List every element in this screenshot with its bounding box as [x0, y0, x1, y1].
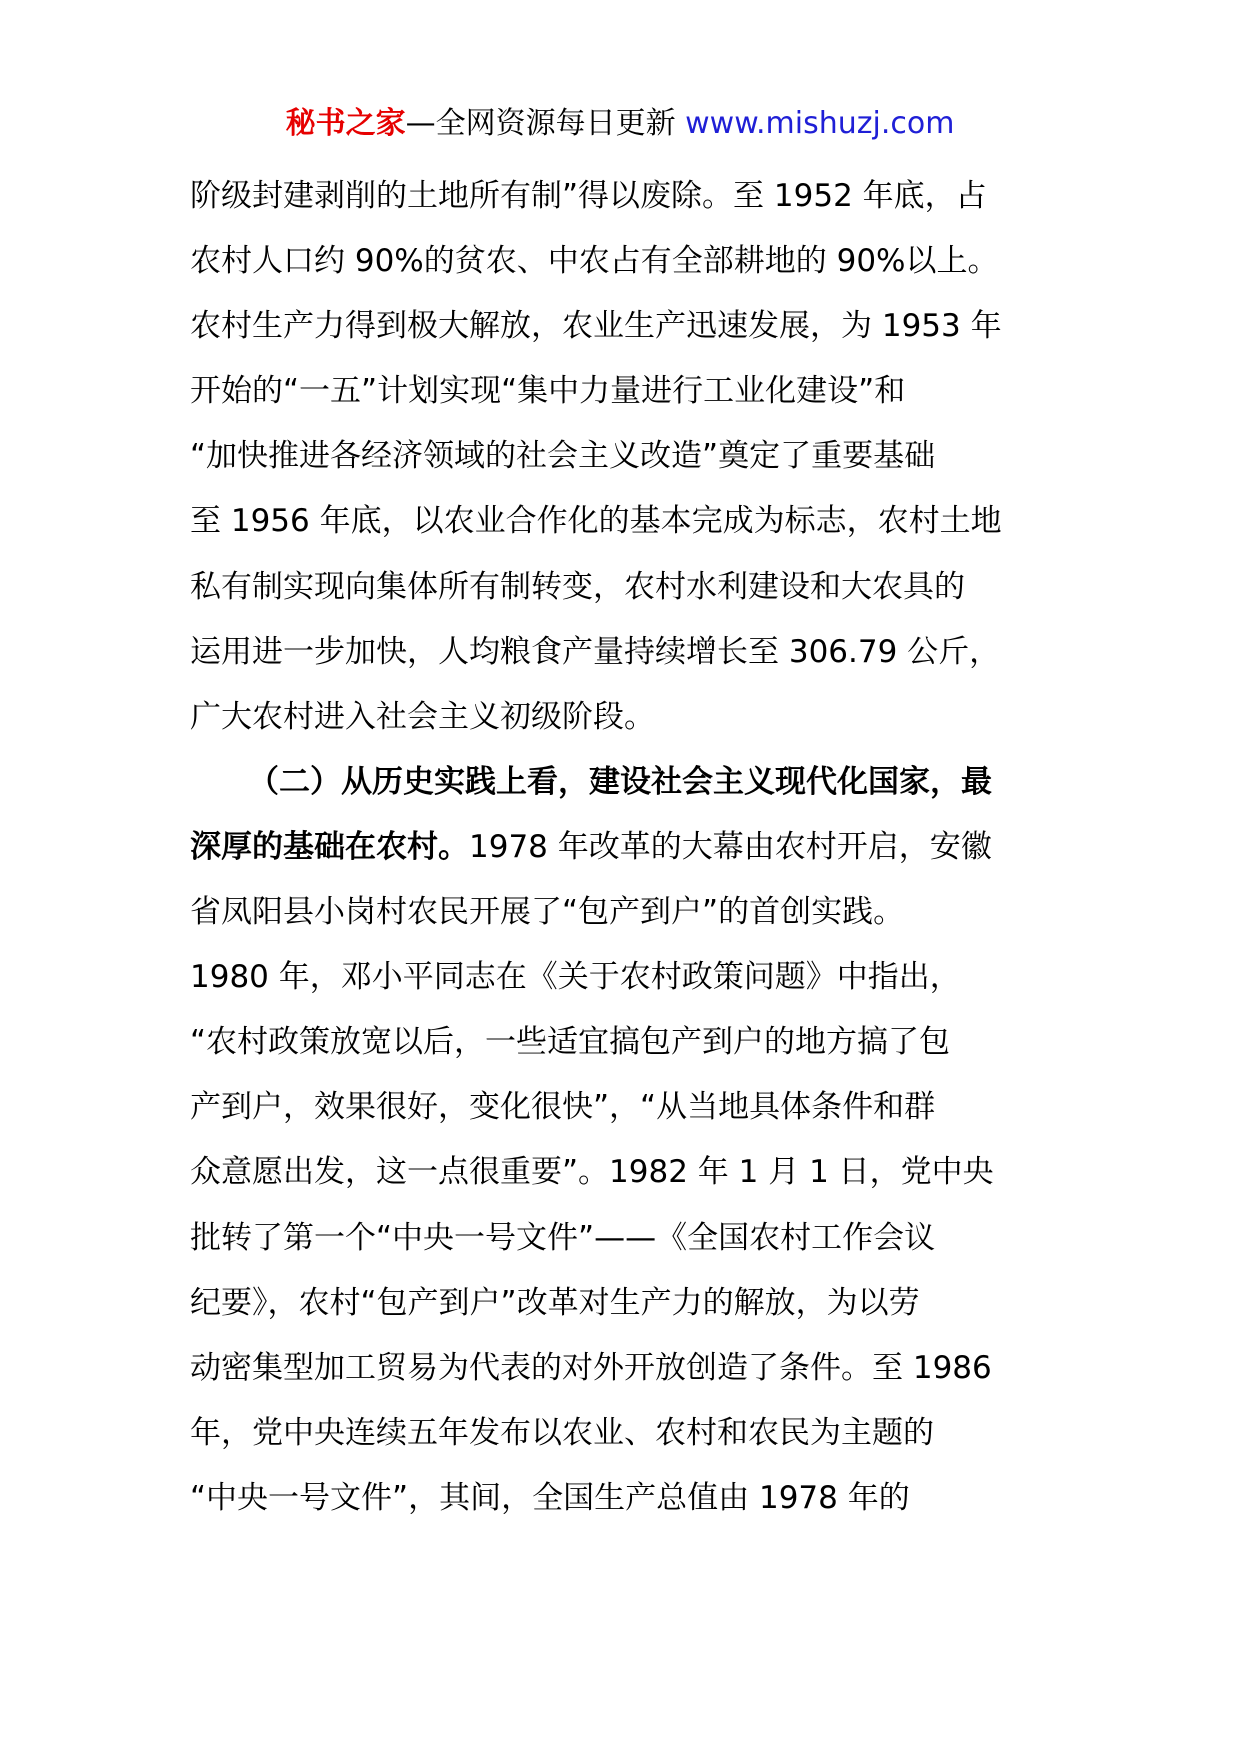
text-line: [190, 815, 1070, 880]
line-text: 纪要》，农村“包产到户”改革对生产力的解放，为以劳: [190, 1284, 920, 1321]
text-line: [190, 359, 1070, 424]
text-line: [190, 1075, 1070, 1140]
text-line: [190, 1206, 1070, 1271]
site-tagline: —全网资源每日更新: [405, 106, 676, 141]
line-text: 广大农村进入社会主义初级阶段。: [190, 698, 655, 735]
text-line: [190, 685, 1070, 750]
section-heading-continuation: 深厚的基础在农村。: [190, 828, 469, 865]
line-text: 开始的“一五”计划实现“集中力量进行工业化建设”和: [190, 373, 906, 410]
text-line: [190, 880, 1070, 945]
line-text: 1980 年，邓小平同志在《关于农村政策问题》中指出，: [190, 959, 961, 996]
site-url-link[interactable]: www.mishuzj.com: [685, 106, 955, 141]
text-line: [190, 294, 1070, 359]
line-text: “加快推进各经济领域的社会主义改造”奠定了重要基础: [190, 438, 936, 475]
line-text: 阶级封建剥削的土地所有制”得以废除。至 1952 年底，占: [190, 178, 987, 214]
line-text: 运用进一步加快，人均粮食产量持续增长至 306.79 公斤，: [190, 633, 1001, 670]
text-line: [190, 945, 1070, 1010]
line-text: 批转了第一个“中央一号文件”——《全国农村工作会议: [190, 1219, 936, 1256]
section-heading: （二）从历史实践上看，建设社会主义现代化国家，最: [248, 763, 992, 800]
text-line: [190, 1271, 1070, 1336]
text-line: [190, 1010, 1070, 1075]
text-line: [190, 424, 1070, 489]
line-text: 动密集型加工贸易为代表的对外开放创造了条件。至 1986: [190, 1349, 992, 1386]
document-body: [190, 164, 1070, 1531]
line-text: 农村人口约 90%的贫农、中农占有全部耕地的 90%以上。: [190, 243, 999, 280]
text-line: [190, 1401, 1070, 1466]
line-text: “农村政策放宽以后，一些适宜搞包产到户的地方搞了包: [190, 1024, 951, 1061]
line-text: 私有制实现向集体所有制转变，农村水利建设和大农具的: [190, 568, 965, 605]
text-line: [190, 1140, 1070, 1205]
line-text: 众意愿出发，这一点很重要”。1982 年 1 月 1 日，党中央: [190, 1154, 994, 1191]
line-text: “中央一号文件”，其间，全国生产总值由 1978 年的: [190, 1479, 910, 1516]
text-line: [190, 1336, 1070, 1401]
text-line: [190, 229, 1070, 294]
text-line: [190, 164, 1070, 229]
site-brand: 秘书之家: [285, 106, 406, 141]
text-line: [190, 1466, 1070, 1531]
line-text: 农村生产力得到极大解放，农业生产迅速发展，为 1953 年: [190, 308, 1002, 345]
line-text: 1978 年改革的大幕由农村开启，安徽: [469, 828, 992, 865]
text-line: [190, 489, 1070, 554]
section-heading-line: [190, 750, 1070, 815]
line-text: 产到户，效果很好，变化很快”，“从当地具体条件和群: [190, 1089, 936, 1126]
line-text: 至 1956 年底，以农业合作化的基本完成为标志，农村土地: [190, 503, 1002, 540]
text-line: [190, 620, 1070, 685]
text-line: [190, 555, 1070, 620]
line-text: 省凤阳县小岗村农民开展了“包产到户”的首创实践。: [190, 894, 905, 931]
site-header: [0, 104, 1240, 144]
line-text: 年，党中央连续五年发布以农业、农村和农民为主题的: [190, 1414, 934, 1451]
